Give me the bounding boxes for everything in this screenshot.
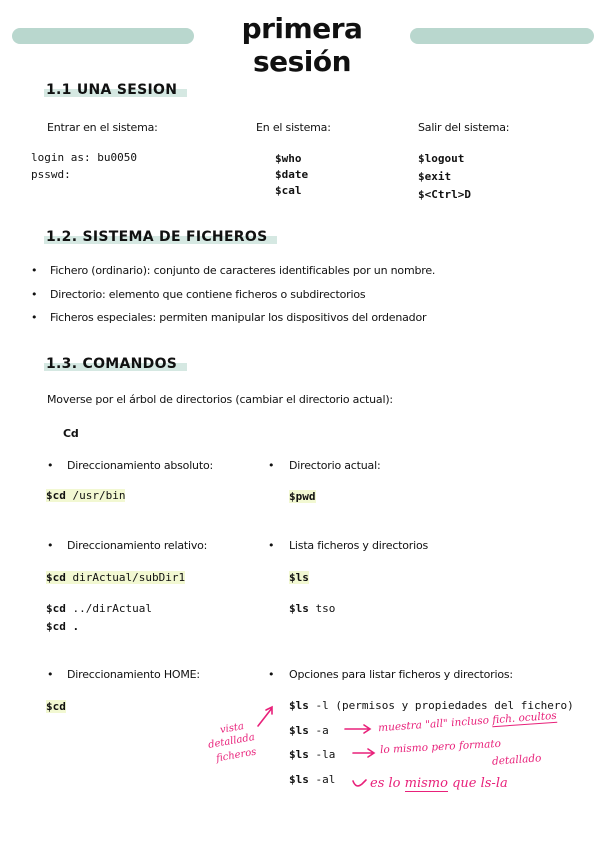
bullet-dot: •	[47, 539, 54, 552]
login-line: login as: bu0050	[31, 151, 137, 164]
cmd-arg: -a	[308, 724, 329, 737]
cmd-keyword: $cd	[46, 620, 66, 633]
cmd-keyword: $cd	[46, 602, 66, 615]
cmd-arg: tso	[308, 602, 336, 615]
cmd-keyword: $ls	[289, 748, 309, 761]
options-label: Opciones para listar ficheros y directorios:	[289, 668, 513, 681]
exit-command: $exit	[418, 170, 452, 183]
cmd-keyword: $ls	[289, 571, 309, 584]
section-heading-1-1: 1.1 UNA SESION	[44, 81, 187, 99]
session-label: En el sistema:	[256, 121, 331, 134]
list-item-directorio: Directorio: elemento que contiene ficheros o subdirectorios	[50, 288, 366, 301]
cmd-keyword: $ls	[289, 773, 309, 786]
cmd-keyword: $pwd	[289, 490, 316, 503]
note-text: que ls-la	[452, 776, 508, 791]
cmd-keyword: $ls	[289, 602, 309, 615]
arrow-la	[353, 749, 374, 757]
current-dir-label: Directorio actual:	[289, 459, 381, 472]
side-note-line-1: vista	[219, 721, 245, 736]
cmd-keyword: $cd	[46, 571, 66, 584]
bullet-dot: •	[31, 311, 38, 324]
intro-text: Moverse por el árbol de directorios (cambiar el directorio actual):	[47, 393, 393, 406]
logout-command: $logout	[418, 152, 465, 165]
cmd-keyword: $cd	[46, 700, 66, 713]
note-ls-al	[370, 776, 508, 791]
note-text: lo mismo pero formato	[379, 737, 502, 757]
date-command: $date	[275, 168, 309, 181]
logout-label: Salir del sistema:	[418, 121, 510, 134]
cmd-arg: .	[65, 620, 80, 633]
bullet-dot: •	[47, 668, 54, 681]
bullet-dot: •	[31, 264, 38, 277]
page-title: primera sesión	[241, 12, 363, 78]
note-text: muestra "all" incluso	[377, 714, 490, 735]
ctrl-d-command: $<Ctrl>D	[418, 188, 471, 201]
side-note-line-2: detallada	[207, 732, 256, 751]
cmd-keyword: $cd	[46, 489, 66, 502]
login-label: Entrar en el sistema:	[47, 121, 158, 134]
bullet-dot: •	[47, 459, 54, 472]
bullet-dot: •	[31, 288, 38, 301]
note-ls-la-2: detallado	[491, 752, 542, 768]
side-note-arrow	[258, 707, 272, 726]
note-text: es lo	[370, 776, 401, 791]
cal-command: $cal	[275, 184, 302, 197]
absolute-label: Direccionamiento absoluto:	[67, 459, 213, 472]
cmd-arg: -al	[308, 773, 336, 786]
bullet-dot: •	[268, 539, 275, 552]
arrow-al	[353, 780, 366, 786]
cmd-arg: ../dirActual	[65, 602, 152, 615]
list-item-especiales: Ficheros especiales: permiten manipular los dispositivos del ordenador	[50, 311, 427, 324]
cmd-arg: /usr/bin	[65, 489, 126, 502]
list-item-fichero: Fichero (ordinario): conjunto de caracteres identificables por un nombre.	[50, 264, 436, 277]
cmd-keyword: $ls	[289, 724, 309, 737]
arrow-a	[345, 725, 370, 733]
home-label: Direccionamiento HOME:	[67, 668, 200, 681]
side-note-line-3: ficheros	[215, 746, 258, 765]
cmd-keyword: $ls	[289, 699, 309, 712]
bullet-dot: •	[268, 668, 275, 681]
password-line: psswd:	[31, 168, 71, 181]
section-heading-1-3: 1.3. COMANDOS	[44, 355, 187, 373]
note-underlined: fich. ocultos	[491, 709, 558, 727]
note-underlined: mismo	[404, 776, 448, 791]
section-heading-1-2: 1.2. SISTEMA DE FICHEROS	[44, 228, 277, 246]
cmd-arg: -l (permisos y propiedades del fichero)	[308, 699, 574, 712]
cd-label: Cd	[63, 427, 79, 440]
cmd-arg: dirActual/subDir1	[65, 571, 186, 584]
relative-label: Direccionamiento relativo:	[67, 539, 208, 552]
who-command: $who	[275, 152, 302, 165]
cmd-arg: -la	[308, 748, 336, 761]
bullet-dot: •	[268, 459, 275, 472]
list-label: Lista ficheros y directorios	[289, 539, 429, 552]
